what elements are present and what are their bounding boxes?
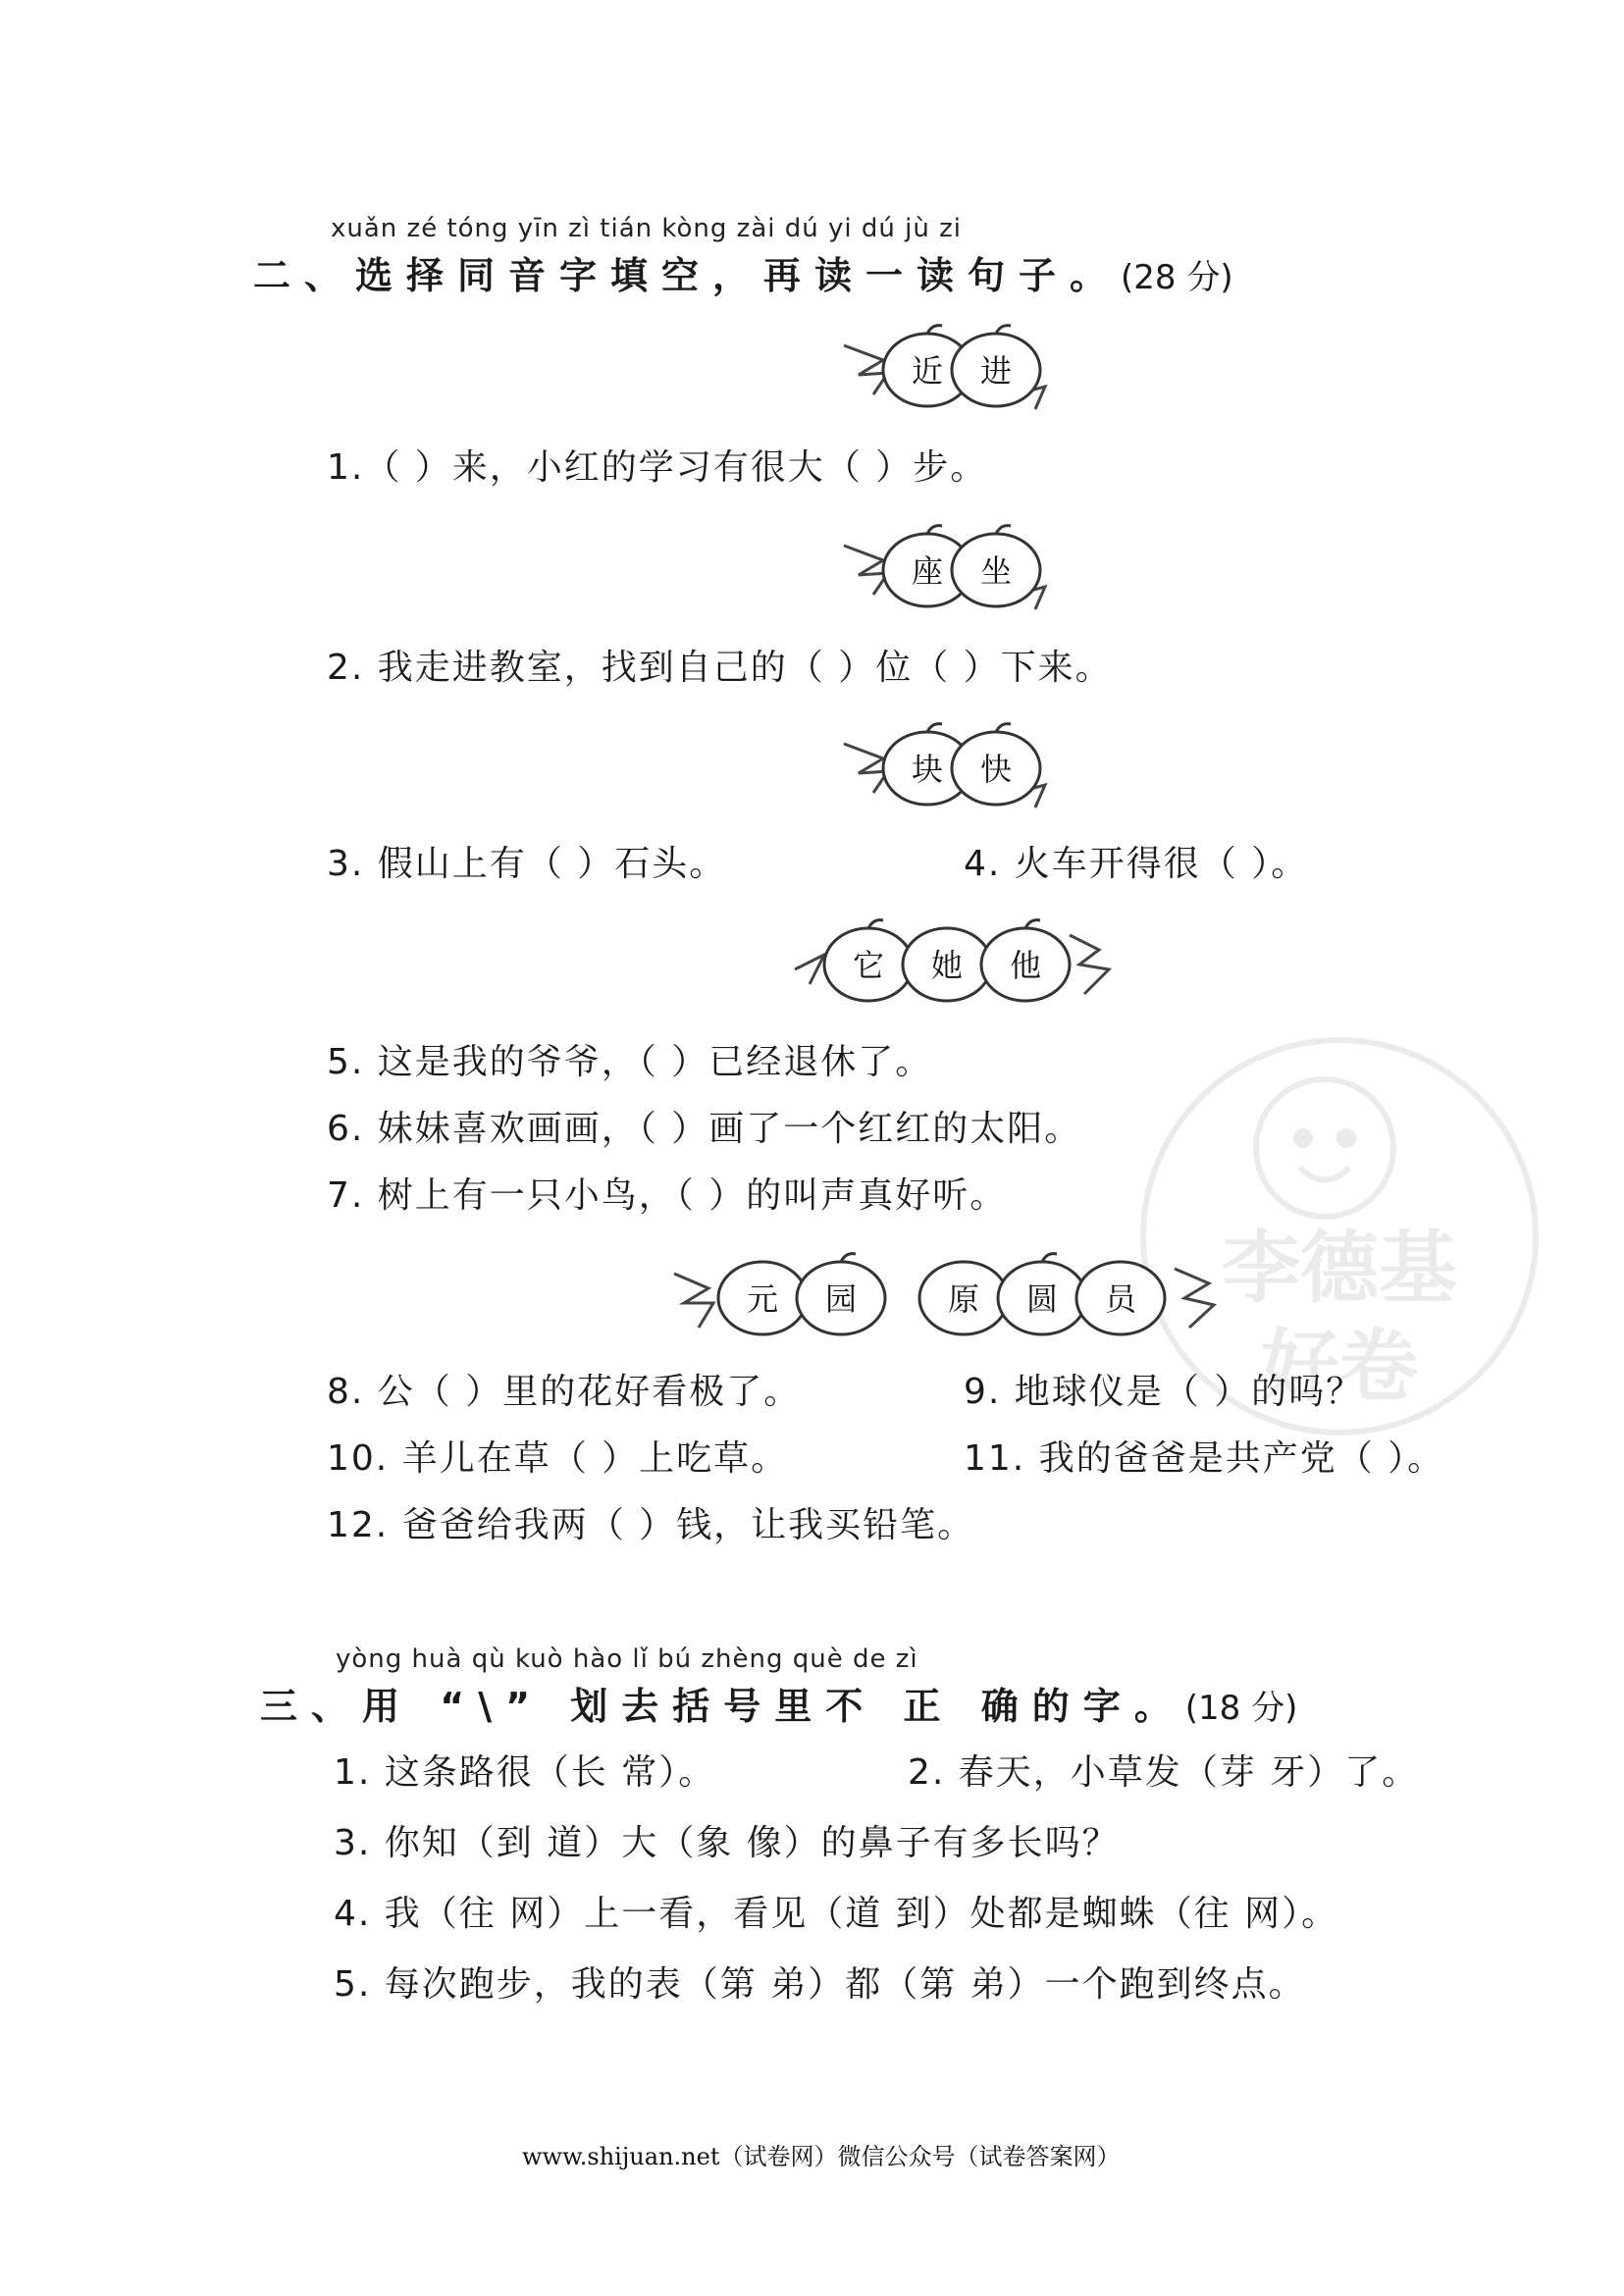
question-2-10: 10. 羊儿在草（ ）上吃草。 (327, 1438, 789, 1479)
section3-points: (18 分) (1184, 1689, 1298, 1728)
question-2-12: 12. 爸爸给我两（ ）钱，让我买铅笔。 (327, 1505, 975, 1545)
pumpkin-char: 原 (947, 1280, 980, 1318)
pumpkin-char: 块 (911, 751, 944, 788)
question-3-3: 3. 你知（到 道）大（象 像）的鼻子有多长吗？ (334, 1823, 1120, 1863)
question-2-5: 5. 这是我的爷爷，（ ）已经退休了。 (327, 1042, 933, 1082)
pumpkin-group-2 (839, 516, 1065, 614)
pumpkin-char: 近 (911, 352, 944, 390)
section2-title (253, 245, 1233, 299)
pumpkin-char: 坐 (979, 552, 1013, 590)
question-3-1: 1. 这条路很（长 常）。 (334, 1752, 716, 1793)
pumpkin-char: 他 (1009, 947, 1042, 984)
watermark-text-line2: 好卷 (1261, 1321, 1418, 1412)
question-2-4: 4. 火车开得很（ ）。 (964, 844, 1309, 884)
question-3-5: 5. 每次跑步，我的表（第 弟）都（第 弟）一个跑到终点。 (334, 1964, 1306, 2005)
pumpkin-art-2 (839, 516, 1065, 614)
question-2-6: 6. 妹妹喜欢画画，（ ）画了一个红红的太阳。 (327, 1109, 1082, 1149)
question-2-11: 11. 我的爸爸是共产党（ ）。 (964, 1438, 1445, 1479)
section3-title-text: 三、用 “\” 划去括号里不 正 确的字。 (260, 1685, 1185, 1728)
question-2-1: 1.（ ）来，小红的学习有很大（ ）步。 (327, 447, 988, 488)
pumpkin-art-1 (839, 316, 1065, 414)
pumpkin-char: 元 (746, 1280, 779, 1318)
pumpkin-char: 员 (1104, 1280, 1137, 1318)
pumpkin-char: 园 (824, 1280, 858, 1318)
pumpkin-char: 快 (979, 751, 1013, 788)
question-2-9: 9. 地球仪是（ ）的吗？ (964, 1372, 1364, 1412)
pumpkin-group-3 (839, 714, 1065, 812)
pumpkin-char: 进 (979, 352, 1013, 390)
pumpkin-group-1 (839, 316, 1065, 414)
pumpkin-group-5 (669, 1244, 1219, 1342)
question-2-3: 3. 假山上有（ ）石头。 (327, 844, 727, 884)
pumpkin-char: 她 (930, 947, 964, 984)
pumpkin-group-4 (790, 911, 1114, 1009)
pumpkin-art-5 (669, 1244, 1219, 1342)
question-2-8: 8. 公（ ）里的花好看极了。 (327, 1372, 802, 1412)
question-3-4: 4. 我（往 网）上一看，看见（道 到）处都是蜘蛛（往 网）。 (334, 1894, 1339, 1934)
section3-title (260, 1676, 1297, 1730)
pumpkin-char: 圆 (1025, 1280, 1059, 1318)
pumpkin-art-3 (839, 714, 1065, 812)
watermark-text-line1: 李德基 (1222, 1223, 1457, 1314)
section3-pinyin: yòng huà qù kuò hào lǐ bú zhèng què de zì (336, 1644, 918, 1674)
question-2-2: 2. 我走进教室，找到自己的（ ）位（ ）下来。 (327, 648, 1113, 688)
footer-source: www.shijuan.net（试卷网）微信公众号（试卷答案网） (522, 2143, 1121, 2170)
pumpkin-art-4 (790, 911, 1114, 1009)
question-3-2: 2. 春天，小草发（芽 牙）了。 (908, 1752, 1420, 1793)
section2-points: (28 分) (1121, 258, 1233, 297)
pumpkin-char: 座 (911, 552, 944, 590)
section2-pinyin: xuǎn zé tóng yīn zì tián kòng zài dú yi dú jù zi (331, 214, 962, 243)
section2-title-text: 二、选择同音字填空，再读一读句子。 (253, 254, 1122, 297)
question-2-7: 7. 树上有一只小鸟，（ ）的叫声真好听。 (327, 1175, 1008, 1216)
pumpkin-char: 它 (852, 947, 885, 984)
